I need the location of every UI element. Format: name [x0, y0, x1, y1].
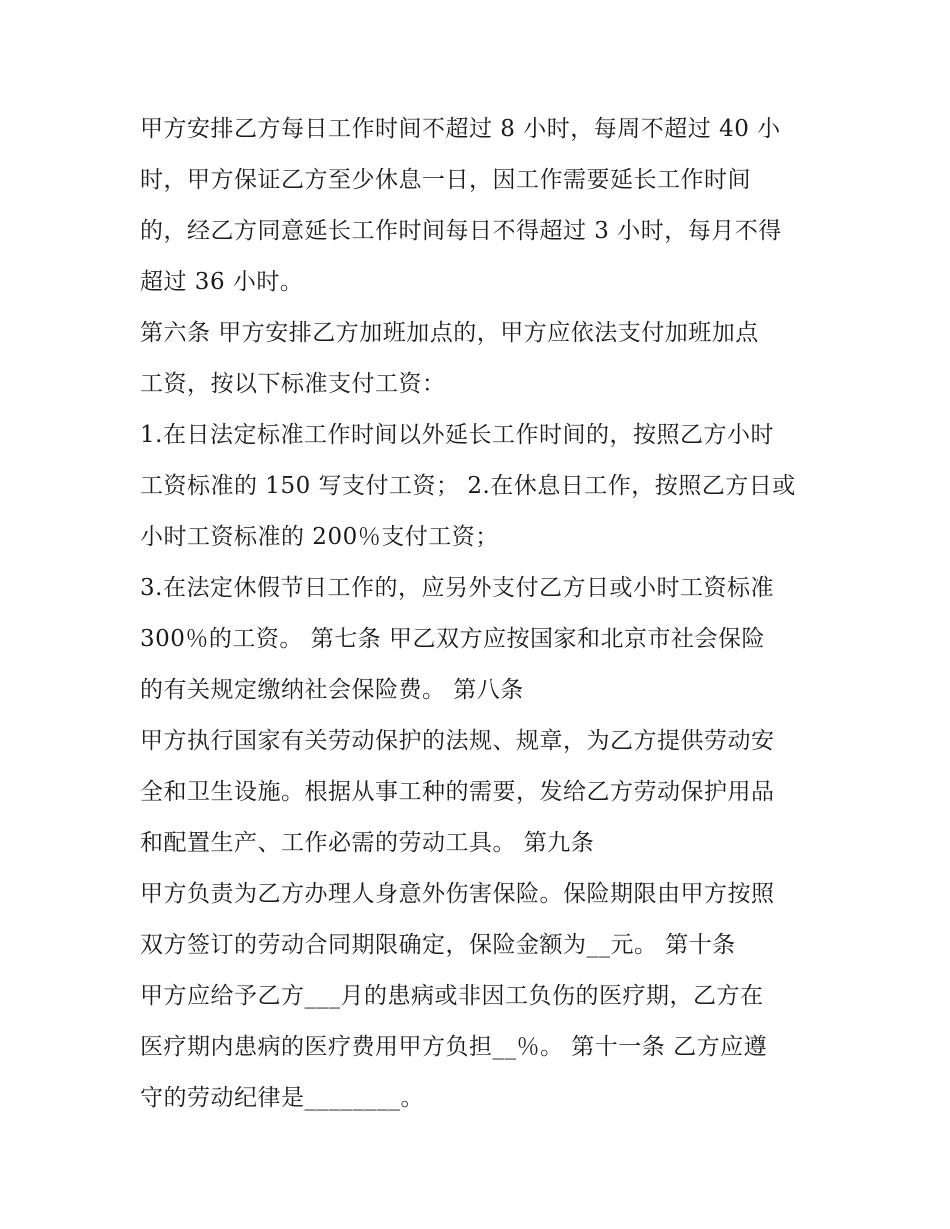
text-line: 1.在日法定标准工作时间以外延长工作时间的，按照乙方小时 [140, 422, 774, 448]
text-line: 守的劳动纪律是________。 [140, 1085, 424, 1111]
text-line: 3.在法定休假节日工作的，应另外支付乙方日或小时工资标准 [140, 575, 774, 601]
text-line: 工资，按以下标准支付工资： [140, 371, 446, 397]
text-line: 甲方应给予乙方___月的患病或非因工负伤的医疗期，乙方在 [140, 983, 764, 1009]
document-body [140, 104, 820, 1124]
text-line: 医疗期内患病的医疗费用甲方负担__％。 第十一条 乙方应遵 [140, 1034, 768, 1060]
text-line: 的，经乙方同意延长工作时间每日不得超过 3 小时，每月不得 [140, 218, 782, 244]
text-line: 甲方负责为乙方办理人身意外伤害保险。保险期限由甲方按照 [140, 881, 775, 907]
text-line: 第六条 甲方安排乙方加班加点的，甲方应依法支付加班加点 [140, 320, 759, 346]
text-line: 时，甲方保证乙方至少休息一日，因工作需要延长工作时间 [140, 167, 751, 193]
text-line: 甲方执行国家有关劳动保护的法规、规章，为乙方提供劳动安 [140, 728, 775, 754]
text-line: 的有关规定缴纳社会保险费。 第八条 [140, 677, 524, 703]
text-line: 双方签订的劳动合同期限确定，保险金额为__元。 第十条 [140, 932, 736, 958]
text-line: 全和卫生设施。根据从事工种的需要，发给乙方劳动保护用品 [140, 779, 775, 805]
text-line: 小时工资标准的 200％支付工资； [140, 524, 499, 550]
text-line: 甲方安排乙方每日工作时间不超过 8 小时，每周不超过 40 小 [140, 116, 781, 142]
text-line: 超过 36 小时。 [140, 269, 304, 295]
text-line: 300％的工资。 第七条 甲乙双方应按国家和北京市社会保险 [140, 626, 766, 652]
text-line: 工资标准的 150 写支付工资； 2.在休息日工作，按照乙方日或 [140, 473, 796, 499]
text-line: 和配置生产、工作必需的劳动工具。 第九条 [140, 830, 595, 856]
